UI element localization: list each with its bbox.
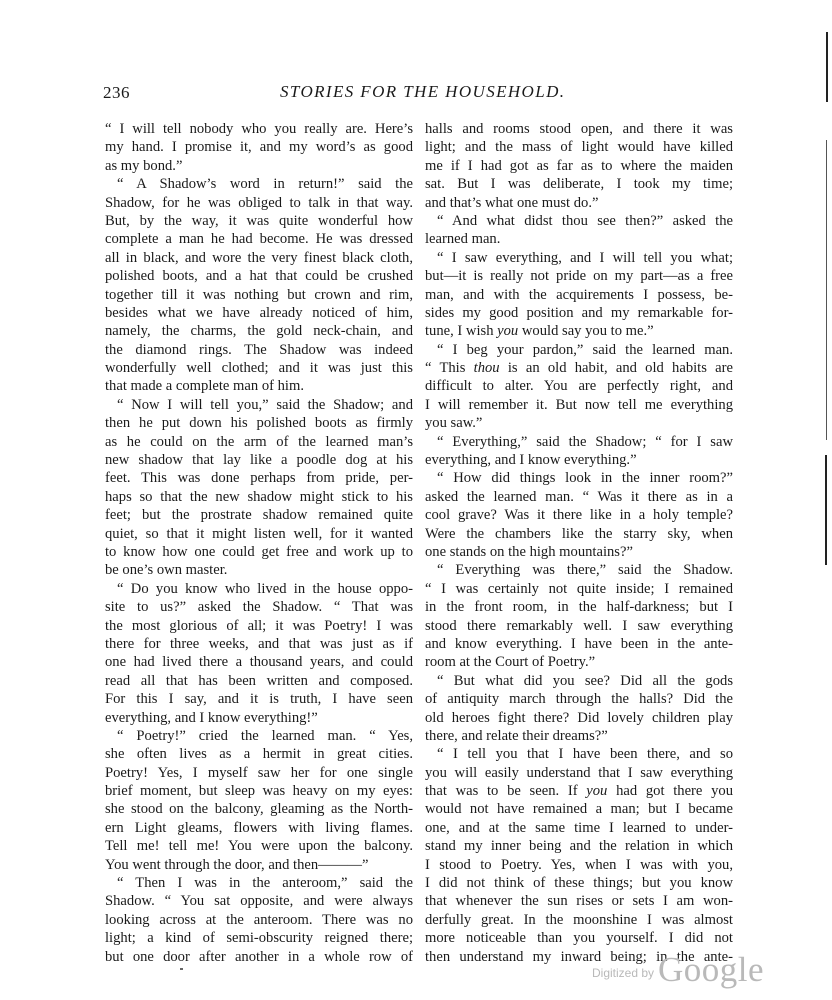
text-line: man, and with the acquirements I possess, be- (425, 286, 733, 303)
google-logo: Google (658, 950, 765, 989)
text-line: as my bond.” (105, 157, 183, 174)
text-line: feet; but the prostrate shadow remained quite (105, 507, 413, 524)
text-line: old heroes fight there? Did lovely children play (425, 709, 733, 726)
text-line: one had lived there a thousand years, and could (105, 654, 413, 671)
text-line: “ A Shadow’s word in return!” said the (117, 176, 413, 193)
text-line: “ I will tell nobody who you really are. Here’s (105, 121, 413, 137)
text-line: new shadow that lay like a poodle dog at his (105, 452, 413, 469)
text-line: asked the learned man. “ Was it there as in a (425, 488, 733, 505)
text-line: brief moment, but sleep was heavy on my eyes: (105, 783, 413, 800)
text-line: there, and relate their dreams?” (425, 727, 608, 744)
text-line: namely, the charms, the gold neck-chain, and (105, 323, 413, 340)
text-line: light; a kind of semi-obscurity reigned there; (105, 930, 413, 947)
text-line: there for three weeks, and that was just as if (105, 635, 413, 652)
text-line: one, and at the same time I learned to under- (425, 819, 733, 836)
running-head: STORIES FOR THE HOUSEHOLD. (280, 82, 566, 101)
text-line: haps so that the new shadow might stick to his (105, 488, 413, 505)
text-line: learned man. (425, 231, 501, 248)
text-line: and know everything. I have been in the ante- (425, 635, 733, 652)
text-line: “ This thou is an old habit, and old habits are (425, 360, 733, 377)
text-line: she stood on the balcony, gleaming as the North- (105, 801, 413, 818)
text-line: “ Everything,” said the Shadow; “ for I saw (437, 433, 733, 450)
text-line: ern Light gleams, flowers with living flames. (105, 819, 413, 836)
text-line: “ Then I was in the anteroom,” said the (117, 875, 413, 892)
text-line: difficult to alter. You are perfectly right, and (425, 378, 733, 395)
text-line: light; and the mass of light would have killed (425, 139, 733, 156)
text-line: Shadow. “ You sat opposite, and were always (105, 893, 413, 910)
text-line: room at the Court of Poetry.” (425, 654, 596, 671)
text-line: looking across at the anteroom. There was no (105, 911, 413, 928)
page-edge-mark (826, 32, 828, 102)
text-line: Poetry! Yes, I myself saw her for one single (105, 764, 413, 781)
watermark-prefix: Digitized by (592, 966, 655, 980)
text-line: tune, I wish you would say you to me.” (425, 323, 654, 340)
text-line: “ And what didst thou see then?” asked the (437, 212, 733, 229)
text-line: I will remember it. But now tell me everything (425, 396, 733, 413)
text-line: cool grave? Was it there like in a holy temple? (425, 507, 733, 524)
text-line: “ Now I will tell you,” said the Shadow; and (117, 396, 413, 413)
text-column-right (425, 120, 733, 966)
text-line: then understand my inward being; in the ante- (425, 948, 733, 965)
text-line: that made a complete man of him. (105, 378, 304, 395)
text-line: wonderfully well clothed; and it was just this (105, 360, 413, 377)
text-line: You went through the door, and then———” (105, 856, 369, 873)
text-line: you will easily understand that I saw everything (425, 764, 733, 781)
text-line: but one door after another in a whole row of (105, 948, 413, 965)
text-line: as he could on the arm of the learned man’s (105, 433, 413, 450)
text-line: For this I say, and it is truth, I have seen (105, 691, 413, 708)
text-line: I stood to Poetry. Yes, when I was with you, (425, 856, 733, 873)
text-line: complete a man he had become. He was dressed (105, 231, 413, 248)
text-line: and that’s what one must do.” (425, 194, 599, 211)
text-line: in the front room, in the half-darkness; but I (425, 599, 733, 616)
text-line: my hand. I promise it, and my word’s as good (105, 139, 413, 156)
page-edge-mark (825, 455, 827, 565)
text-line: quiet, so that it might listen well, for it wanted (105, 525, 413, 542)
text-line: “ But what did you see? Did all the gods (437, 672, 733, 689)
text-line: more noticeable than you yourself. I did not (425, 930, 733, 947)
text-line: “ I tell you that I have been there, and so (437, 746, 733, 763)
text-line: me if I had got as far as to where the maiden (425, 157, 733, 174)
text-line: everything, and I know everything!” (105, 709, 318, 726)
text-line: be one’s own master. (105, 562, 228, 579)
text-line: “ I beg your pardon,” said the learned man. (437, 341, 733, 358)
text-line: sat. But I was deliberate, I took my time; (425, 176, 733, 193)
text-line: she often lives as a hermit in great cities. (105, 746, 413, 763)
page-number: 236 (103, 83, 130, 102)
text-column-left (105, 120, 413, 966)
text-line: read all that has been written and composed. (105, 672, 413, 689)
text-line: the most glorious of all; it was Poetry! I was (105, 617, 413, 634)
text-line: that whenever the sun rises or sets I am won- (425, 893, 733, 910)
text-line: all in black, and wore the very finest black cloth, (105, 249, 413, 266)
text-line: besides what we have already noticed of him, (105, 304, 413, 321)
text-line: “ Everything was there,” said the Shadow. (437, 562, 733, 579)
text-line: then he put down his polished boots as firmly (105, 415, 413, 432)
text-line: stand my inner being and the relation in which (425, 838, 733, 855)
text-line: sides my good position and my remarkable for- (425, 304, 733, 321)
text-line: Tell me! tell me! You were upon the balcony. (105, 838, 413, 855)
page-edge-mark (826, 140, 827, 440)
text-line: “ Poetry!” cried the learned man. “ Yes, (117, 727, 413, 744)
text-line: halls and rooms stood open, and there it was (425, 121, 733, 137)
text-line: everything, and I know everything.” (425, 452, 637, 469)
text-line: Were the chambers like the starry sky, when (425, 525, 733, 542)
text-line: “ How did things look in the inner room?” (437, 470, 733, 487)
text-line: “ I saw everything, and I will tell you what; (437, 249, 733, 266)
scan-speck (180, 968, 183, 970)
text-line: that was to be seen. If you had got there you (425, 783, 733, 800)
text-line: of antiquity march through the halls? Did the (425, 691, 733, 708)
text-line: “ Do you know who lived in the house oppo- (117, 580, 413, 597)
text-line: to know how one could get free and work up to (105, 543, 413, 560)
text-line: together till it was nothing but crown and rim, (105, 286, 413, 303)
text-line: derfully great. In the moonshine I was almost (425, 911, 733, 928)
text-line: I did not think of these things; but you know (425, 875, 733, 892)
text-line: feet. This was done perhaps from pride, per- (105, 470, 413, 487)
digitized-watermark (592, 950, 764, 990)
text-line: one stands on the high mountains?” (425, 543, 633, 560)
text-line: the diamond rings. The Shadow was indeed (105, 341, 413, 358)
text-line: you saw.” (425, 415, 483, 432)
text-line: stood there remarkably well. I saw everything (425, 617, 733, 634)
text-line: would not have remained a man; but I became (425, 801, 733, 818)
text-line: Shadow, for he was obliged to talk in that way. (105, 194, 413, 211)
text-line: polished boots, and a hat that could be crushed (105, 268, 413, 285)
text-line: But, by the way, it was quite wonderful how (105, 212, 413, 229)
text-line: “ I was certainly not quite inside; I remained (425, 580, 733, 597)
text-line: but—it is really not pride on my part—as a free (425, 268, 733, 285)
text-line: site to us?” asked the Shadow. “ That was (105, 599, 413, 616)
